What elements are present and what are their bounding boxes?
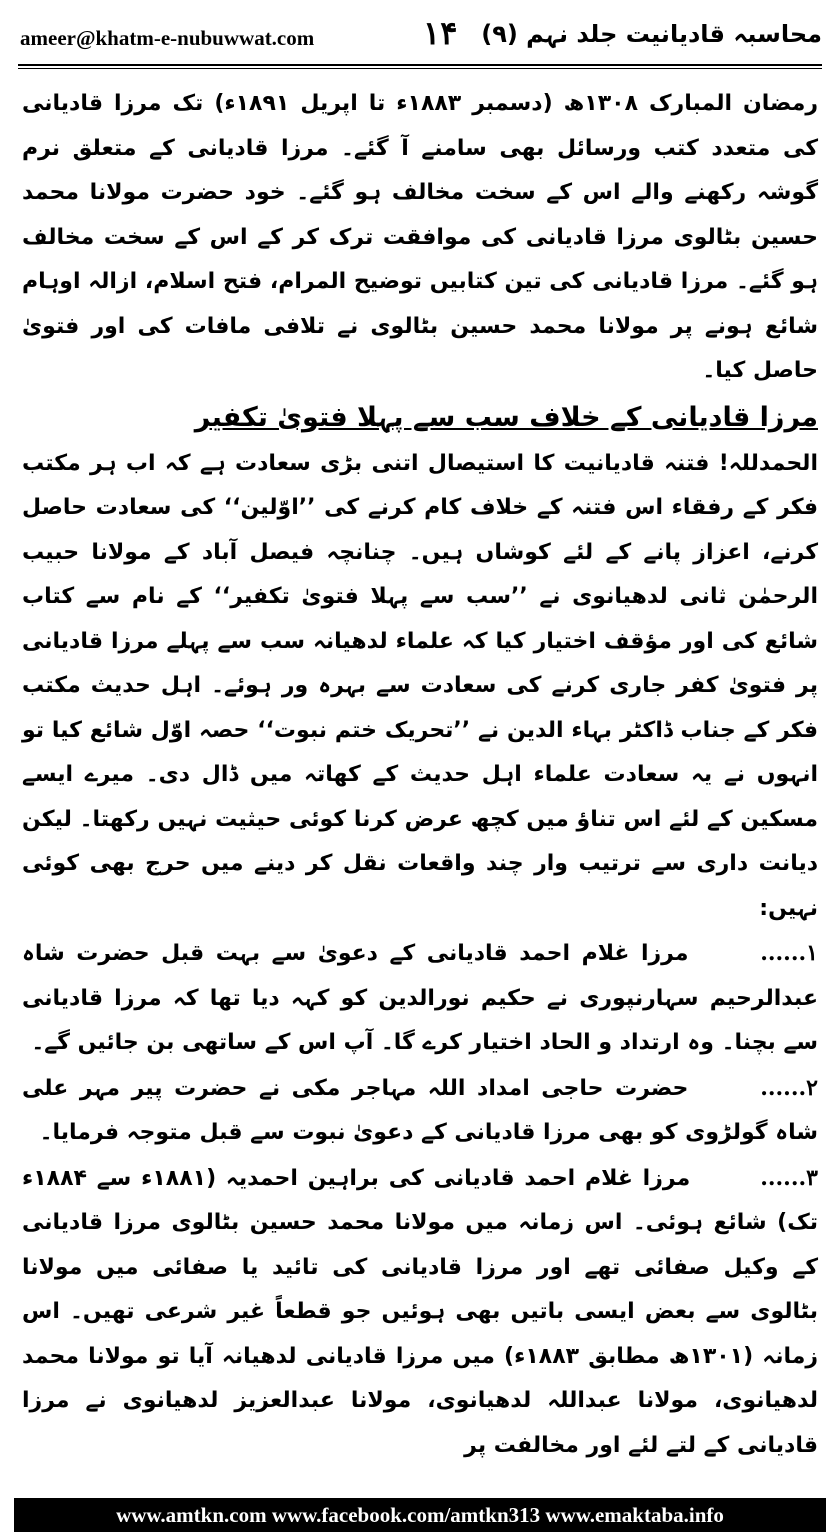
- list-item-number: ۳......: [760, 1164, 818, 1191]
- intro-paragraph: رمضان المبارک ۱۳۰۸ھ (دسمبر ۱۸۸۳ء تا اپریل ۱۸۹۱ء) تک مرزا قادیانی کی متعدد کتب ورسائل بھی سامنے آ گئے۔ مرزا قادیانی کے متعلق نرم گوشہ رکھنے والے اس کے سخت مخالف ہو گئے۔ خود حضرت مولانا محمد حسین بٹالوی مرزا قادیانی کی موافقت ترک کر کے اس کے سخت مخالف ہو گئے۔ مرزا قادیانی کی تین کتابیں توضیح المرام، فتح اسلام، ازالہ اوہام شائع ہونے پر مولانا محمد حسین بٹالوی نے تلافی مافات کی اور فتویٰ حاصل کیا۔: [22, 91, 818, 383]
- section-heading: مرزا قادیانی کے خلاف سب سے پہلا فتویٰ تکفیر: [194, 401, 818, 433]
- body-paragraph: الحمدللہ! فتنہ قادیانیت کا استیصال اتنی بڑی سعادت ہے کہ اب ہر مکتب فکر کے رفقاء اس فتنہ کے خلاف کام کرنے کی ’’اوّلین‘‘ کی سعادت حاصل کرنے، اعزاز پانے کے لئے کوشاں ہیں۔ چنانچہ فیصل آباد کے مولانا حبیب الرحمٰن ثانی لدھیانوی نے ’’سب سے پہلا فتویٰ تکفیر‘‘ کے نام سے کتاب شائع کی اور مؤقف اختیار کیا کہ علماء لدھیانہ سب سے پہلے مرزا قادیانی پر فتویٰ کفر جاری کرنے کی سعادت سے بہرہ ور ہوئے۔ اہل حدیث مکتب فکر کے جناب ڈاکٹر بہاء الدین نے ’’تحریک ختم نبوت‘‘ حصہ اوّل شائع کیا تو انہوں نے یہ سعادت علماء اہل حدیث کے کھاتہ میں ڈال دی۔ میرے ایسے مسکین کے لئے اس تناؤ میں کچھ عرض کرنا کوئی حیثیت نہیں رکھتا۔ لیکن دیانت داری سے ترتیب وار چند واقعات نقل کر دینے میں حرج بھی کوئی نہیں:: [22, 450, 818, 921]
- list-item-number: ۲......: [760, 1074, 818, 1101]
- list-item-text: مرزا غلام احمد قادیانی کی براہین احمدیہ (۱۸۸۱ء سے ۱۸۸۴ء تک) شائع ہوئی۔ اس زمانہ میں مولانا محمد حسین بٹالوی مرزا قادیانی کے وکیل صفائی تھے اور مرزا قادیانی کی تائید یا صفائی میں مولانا بٹالوی سے بعض ایسی باتیں بھی ہوئیں جو قطعاً غیر شرعی تھیں۔ اس زمانہ (۱۳۰۱ھ مطابق ۱۸۸۳ء) میں مرزا قادیانی لدھیانہ آیا تو مولانا محمد لدھیانوی، مولانا عبداللہ لدھیانوی، مولانا عبدالعزیز لدھیانوی نے مرزا قادیانی کے لتے لئے اور مخالفت پر: [22, 1165, 819, 1458]
- list-item: [22, 1156, 818, 1469]
- page-header: [18, 10, 822, 62]
- footer-links: www.amtkn.com www.facebook.com/amtkn313 www.emaktaba.info: [116, 1503, 724, 1527]
- list-item-text: مرزا غلام احمد قادیانی کے دعویٰ سے بہت قبل حضرت شاہ عبدالرحیم سہارنپوری نے حکیم نورالدین کو کہہ دیا تھا کہ مرزا قادیانی سے بچنا۔ وہ ارتداد و الحاد اختیار کرے گا۔ آپ اس کے ساتھی بن جائیں گے۔: [22, 941, 818, 1055]
- list-item-number: ۱......: [760, 940, 818, 966]
- list-item: [22, 931, 818, 1066]
- list-item-text: حضرت حاجی امداد اللہ مہاجر مکی نے حضرت پیر مہر علی شاہ گولڑوی کو بھی مرزا قادیانی کے دعویٰ نبوت سے قبل متوجہ فرمایا۔: [22, 1075, 818, 1145]
- header-email: ameer@khatm-e-nubuwwat.com: [20, 26, 315, 50]
- book-title: محاسبہ قادیانیت جلد نہم (۹): [481, 20, 822, 48]
- header-rule: [18, 64, 822, 66]
- footer-bar: [14, 1498, 826, 1532]
- page-body: [22, 82, 819, 1458]
- page-number: ۱۴: [423, 14, 458, 52]
- list-item: [22, 1066, 818, 1156]
- header-rule-thin: [18, 68, 822, 69]
